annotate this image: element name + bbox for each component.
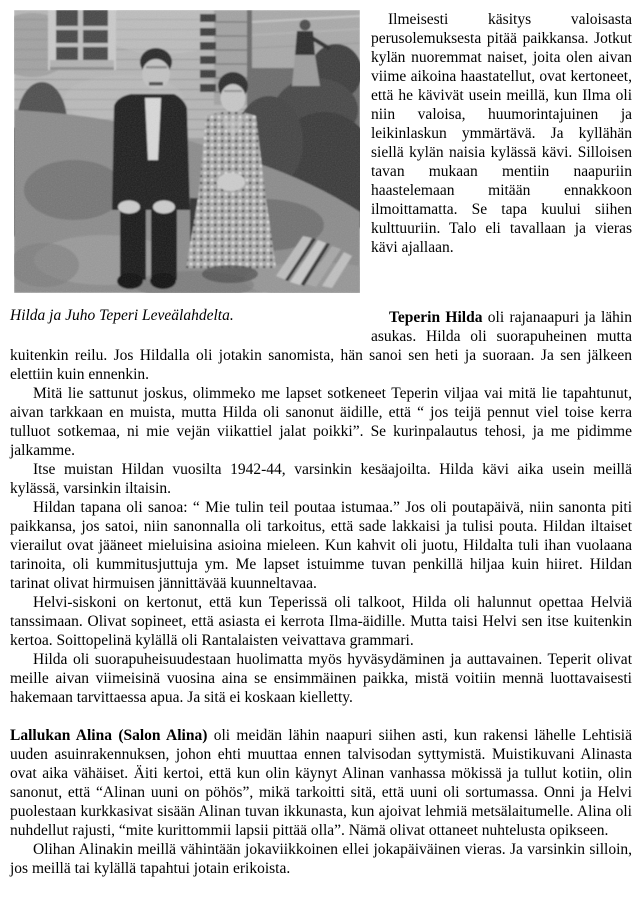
- para-hilda-oli: Hilda oli suorapuheisuudestaan huolimatta myös hyväsydäminen ja auttavainen. Teperit olivat meille aivan viimeisinä vuosina aina se ensimmäinen paikka, mistä voitiin mennä luottavaisesti hakemaan tarvittaessa apua. Ja sitä ei koskaan kielletty.: [10, 651, 632, 706]
- lallukan-alina-lead: Lallukan Alina (Salon Alina): [10, 727, 208, 744]
- photo-grain: [14, 10, 360, 293]
- para-intro: Ilmeisesti käsitys valoisasta perusolemuksesta pitää paikkansa. Jotkut kylän nuoremmat naiset, joita olen aivan viime aikoina haastatellut, ovat kertoneet, että he kävivät usein meillä, kun Ilma oli niin valoisa, huumorintajuinen ja leikinlaskun ymmärtävä. Ja kyllähän siellä kylän naisia kylässä kävi. Silloisen tavan mukaan mentiin naapuriin haastelemaan mitään ennakkoon ilmoittamatta. Se tapa kuului siihen kulttuuriin. Talo eli tavallaan ja vieras kävi ajallaan.: [371, 11, 632, 256]
- para-helvi-siskoni: Helvi-siskoni on kertonut, että kun Teperissä oli talkoot, Hilda oli halunnut opettaa Helviä tanssimaan. Olivat sopineet, että asiasta ei kerrota Ilma-äidille. Mutta taisi Helvi sen itse kuitenkin kertoa. Soittopelinä kylällä oli Rantalaisten veivattava grammari.: [10, 594, 632, 649]
- teperin-hilda-text: oli rajanaapuri ja lähin asukas. Hilda oli suorapuheinen mutta kuitenkin reilu. Jos Hildalla oli jotakin sanomista, hän sanoi sen heti ja suoraan. Ja sen jälkeen elettiin kuin ennenkin.: [10, 309, 632, 383]
- photo-caption: Hilda ja Juho Teperi Leveälahdelta.: [10, 307, 234, 324]
- para-olihan-alinakin: Olihan Alinakin meillä vähintään jokaviikkoinen ellei jokapäiväinen vieras. Ja varsinkin silloin, jos meillä tai kylällä tapahtui jotain erikoista.: [10, 841, 632, 877]
- para-itse-muistan: Itse muistan Hildan vuosilta 1942-44, varsinkin kesäajoilta. Hilda kävi aika usein meillä kylässä, varsinkin iltaisin.: [10, 461, 632, 497]
- para-mita-lie: Mitä lie sattunut joskus, olimmeko me lapset sotkeneet Teperin viljaa vai mitä lie tapahtunut, aivan tarkkaan en muista, mutta Hilda oli sanonut äidille, että “ jos teijä pennut viel toise kerra tulluot sotkemaa, ni mie vejän viikattiel jalat poikki”. Se kurinpalautus tehosi, ja me pidimme jalkamme.: [10, 385, 632, 459]
- family-photo: [14, 10, 360, 293]
- para-hildan-tapana: Hildan tapana oli sanoa: “ Mie tulin teil poutaa istumaa.” Jos oli poutapäivä, niin sanonta piti paikkansa, jos satoi, niin sanonnalla oli tarkoitus, että sade lakkaisi ja tulisi pouta. Hildan iltaiset vierailut ovat jääneet mieluisina asioina mieleen. Kun kahvit oli juotu, Hildalta tuli ihan vuolaana tarinoita, oli kummitusjuttuja ym. Me lapset istuimme tuvan penkillä hiljaa kuin hiiret. Hildan tarinat olivat hirmuisen jännittävää kuunneltavaa.: [10, 499, 632, 592]
- teperin-hilda-lead: Teperin Hilda: [389, 309, 483, 326]
- photo-block: [10, 10, 362, 331]
- lallukan-alina-text: oli meidän lähin naapuri siihen asti, kun rakensi lähelle Lehtisiä uuden asuinrakennuksen, johon ehti muuttaa ennen talvisodan syttymistä. Muistikuvani Alinasta ovat aika vähäiset. Äiti kertoi, että kun olin käynyt Alinan vanhassa mökissä ja tullut kotiin, olin sanonut, että “Alinan uuni on pöhös”, mikä tarkoitti sitä, että uuni oli sortumassa. Onni ja Helvi puolestaan kurkkasivat sisään Alinan tuvan ikkunasta, kun ajoivat lehmiä metsälaitumelle. Alina oli nuhdellut rajusti, “mite kurittommii lapsii pittää olla”. Nämä olivat ottaneet nuhtelusta opikseen.: [10, 727, 632, 839]
- para-lallukan-alina: [10, 726, 632, 840]
